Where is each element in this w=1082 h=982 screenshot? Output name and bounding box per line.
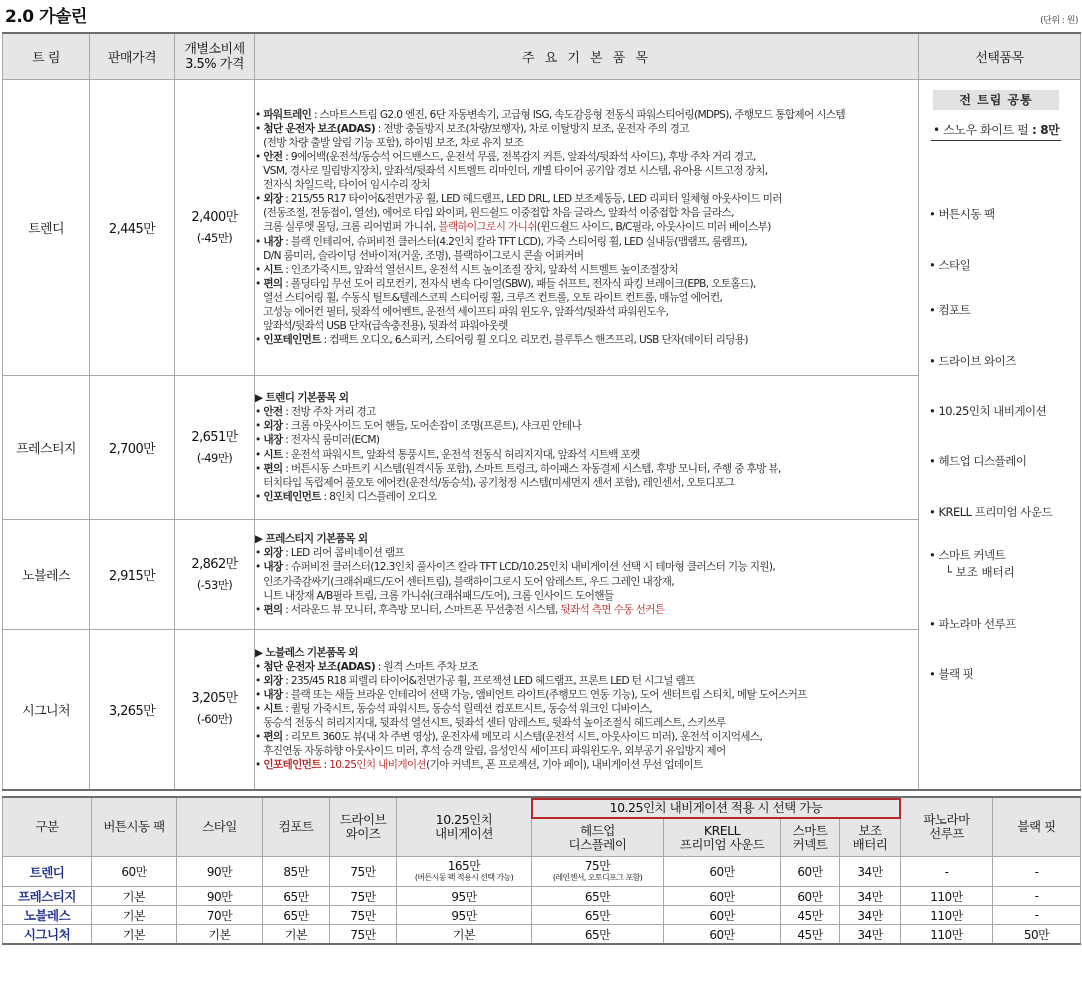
price-cell: 60만 (664, 857, 781, 887)
price-cell: 110만 (901, 906, 993, 925)
feature-label: 내장 (263, 434, 283, 447)
price-cell: 75만 (330, 887, 397, 906)
feature-line: • 편의 : 서라운드 뷰 모니터, 후측방 모니터, 스마트폰 무선충전 시스템, 뒷좌석 측면 수동 선커튼 (255, 603, 665, 616)
feature-label: 외장 (263, 675, 283, 688)
tax-price: 2,400만 (191, 209, 238, 225)
feature-text: : 215/55 R17 타이어&전면가공 휠, LED 헤드램프, LED DRL, LED 보조제동등, LED 리피터 일체형 아웃사이드 미러 (282, 193, 782, 206)
header-options: 선택품목 (919, 33, 1081, 80)
price-cell: 110만 (901, 887, 993, 906)
price-cell: 110만 (901, 925, 993, 945)
option-item: • 스타일 (929, 258, 971, 272)
feature-line (255, 136, 918, 150)
feature-text: : 인조가죽시트, 앞좌석 열선시트, 운전석 시트 높이조절 장치, 앞좌석 시트벨트 높이조절장치 (282, 263, 679, 276)
option-item: • KRELL 프리미엄 사운드 (929, 505, 1053, 519)
option-item: • 10.25인치 내비게이션 (929, 404, 1047, 418)
price-cell: 기본 (92, 925, 177, 945)
col-krell (664, 819, 781, 857)
common-option-item (931, 121, 1061, 141)
price-cell: 90만 (177, 887, 263, 906)
price-cell: 34만 (840, 887, 901, 906)
feature-line (255, 291, 918, 305)
price-cell: 60만 (664, 925, 781, 945)
price-cell: 90만 (177, 857, 263, 887)
tax-price-cell (175, 80, 255, 376)
tax-price-cell (175, 376, 255, 520)
unit-label: (단위 : 원) (1040, 16, 1078, 26)
trim-name: 시그니처 (3, 630, 90, 790)
price-cell: 70만 (177, 906, 263, 925)
feature-line (255, 646, 918, 660)
tax-price-cell (175, 630, 255, 790)
col-panorama-l1: 파노라마 (923, 812, 970, 827)
feature-line: • 안전 : 9에어백(운전석/동승석 어드밴스드, 운전석 무릎, 전복감지 커튼, 앞좌석/뒷좌석 사이드), 후방 주차 거리 경고, (255, 151, 756, 164)
feature-line: • 편의 : 버튼시동 스마트키 시스템(원격시동 포함), 스마트 트렁크, 하이패스 자동결제 시스템, 후방 모니터, 주행 중 후방 뷰, (255, 462, 781, 475)
col-panorama (901, 797, 993, 857)
feature-label: 내장 (263, 561, 283, 574)
price-cell: 75만 (330, 906, 397, 925)
feature-list (255, 80, 919, 376)
feature-line (255, 391, 918, 405)
price-cell: 60만 (664, 887, 781, 906)
feature-text: : 전방 충돌방지 보조(차량/보행자), 차로 이탈방지 보조, 운전자 주의 경고 (375, 123, 689, 136)
nav-option-group-header (532, 797, 901, 819)
feature-line: • 시트 : 인조가죽시트, 앞좌석 열선시트, 운전석 시트 높이조절 장치, 앞좌석 시트벨트 높이조절장치 (255, 263, 679, 276)
feature-text: 터치타입 독립제어 풀오토 에어컨(운전석/동승석), 공기청정 시스템(미세먼지 센서 포함), 레인센서, 오토디포그 (263, 476, 735, 489)
feature-text: : 스마트스트림 G2.0 엔진, 6단 자동변속기, 고급형 ISG, 속도감응형 전동식 파워스티어링(MDPS), 주행모드 통합제어 시스템 (311, 109, 846, 122)
feature-text: : 블랙 인테리어, 슈퍼비전 클러스터(4.2인치 칼라 TFT LCD), 가죽 스티어링 휠, LED 실내등(맵램프, 룸램프), (282, 235, 747, 248)
option-price-table (2, 796, 1081, 945)
feature-text: 앞좌석/뒷좌석 USB 단자(급속충전용), 뒷좌석 파워아웃렛 (263, 319, 508, 332)
price-cell: 65만 (263, 887, 330, 906)
feature-line (255, 305, 918, 319)
feature-line: • 외장 : 215/55 R17 타이어&전면가공 휠, LED 헤드램프, LED DRL, LED 보조제동등, LED 리피터 일체형 아웃사이드 미러 (255, 193, 782, 206)
feature-line: • 첨단 운전자 보조(ADAS) : 원격 스마트 주차 보조 (255, 661, 478, 674)
feature-line: • 파워트레인 : 스마트스트림 G2.0 엔진, 6단 자동변속기, 고급형 ISG, 속도감응형 전동식 파워스티어링(MDPS), 주행모드 통합제어 시스템 (255, 109, 846, 122)
feature-text: : 전방 주차 거리 경고 (282, 406, 376, 419)
option-item: • 드라이브 와이즈 (929, 354, 1016, 368)
feature-line (255, 716, 918, 730)
feature-label: 편의 (263, 277, 283, 290)
feature-text: : 전자식 룸미러(ECM) (282, 434, 380, 447)
feature-label: 내장 (263, 689, 283, 702)
feature-text: : 슈퍼비전 클러스터(12.3인치 풀사이즈 칼라 TFT LCD/10.25인치 내비게이션 선택 시 테마형 클러스터 기능 지원), (282, 561, 776, 574)
option-row-trim: 시그니처 (3, 925, 92, 945)
trim-name: 프레스티지 (3, 376, 90, 520)
tax-price-cell (175, 520, 255, 630)
header-tax-line1: 개별소비세 (184, 41, 245, 57)
option-row-trim: 노블레스 (3, 906, 92, 925)
col-smart-connect (781, 819, 840, 857)
col-style: 스타일 (177, 797, 263, 857)
col-navigation-l1: 10.25인치 (435, 812, 493, 827)
col-battery (840, 819, 901, 857)
option-item: • 컴포트 (929, 303, 971, 317)
feature-text: 후진연동 자동하향 아웃사이드 미러, 후석 승객 알림, 음성인식 세이프티 파워윈도우, 외부공기 유입방지 제어 (263, 745, 726, 758)
feature-text: : (320, 759, 330, 772)
col-black-fit: 블랙 핏 (993, 797, 1081, 857)
price-diff: (-60만) (196, 712, 233, 727)
col-navigation (397, 797, 532, 857)
feature-line: • 인포테인먼트 : 10.25인치 내비게이션(기아 커넥트, 폰 프로젝션, 기아 페이), 내비게이션 무선 업데이트 (255, 759, 703, 772)
option-item: • 헤드업 디스플레이 (929, 454, 1027, 468)
feature-line (255, 319, 918, 333)
price-cell: 34만 (840, 925, 901, 945)
price-cell: 95만 (397, 887, 532, 906)
feature-text: : 크롬 아웃사이드 도어 핸들, 도어손잡이 조명(프론트), 샤크핀 안테나 (282, 420, 582, 433)
price-cell-nav (397, 857, 532, 887)
feature-label: 편의 (263, 603, 283, 616)
feature-text: : 8인치 디스플레이 오디오 (320, 490, 437, 503)
feature-label: 시트 (263, 703, 283, 716)
price-cell: 65만 (263, 906, 330, 925)
col-battery-l2: 배터리 (852, 836, 888, 852)
feature-list (255, 376, 919, 520)
feature-label: 안전 (263, 151, 283, 164)
sale-price: 2,445만 (90, 80, 175, 376)
feature-text: : 블랙 또는 새들 브라운 인테리어 선택 가능, 앰비언트 라이트(주행모드 연동 기능), 도어 센터트림 스티치, 메탈 도어스커프 (282, 689, 807, 702)
feature-highlight: 뒷좌석 측면 수동 선커튼 (560, 603, 665, 616)
feature-line (255, 220, 918, 234)
page-title: 2.0 가솔린 (5, 7, 87, 27)
feature-line: • 첨단 운전자 보조(ADAS) : 전방 충돌방지 보조(차량/보행자), 차로 이탈방지 보조, 운전자 주의 경고 (255, 123, 689, 136)
sale-price: 3,265만 (90, 630, 175, 790)
feature-label: 안전 (263, 406, 283, 419)
feature-label: 파워트레인 (263, 109, 312, 122)
price-cell: 65만 (532, 906, 664, 925)
col-smart-l1: 스마트 (792, 822, 828, 838)
feature-label: 첨단 운전자 보조(ADAS) (263, 123, 376, 136)
price-diff: (-53만) (196, 577, 233, 592)
feature-text: (전방 차량 출발 알림 기능 포함), 하이빔 보조, 차로 유지 보조 (263, 137, 524, 150)
tax-price: 3,205만 (191, 691, 238, 707)
price-cell: 65만 (532, 887, 664, 906)
feature-label: ▶ 노블레스 기본품목 외 (255, 647, 358, 660)
feature-list (255, 630, 919, 790)
price-cell: 34만 (840, 906, 901, 925)
col-hud-l1: 헤드업 (580, 822, 615, 838)
feature-line: • 외장 : 크롬 아웃사이드 도어 핸들, 도어손잡이 조명(프론트), 샤크핀 안테나 (255, 420, 582, 433)
tax-price: 2,651만 (191, 429, 238, 445)
common-option-price: : 8만 (1028, 123, 1060, 137)
feature-line: • 안전 : 전방 주차 거리 경고 (255, 406, 376, 419)
feature-line: • 내장 : 블랙 인테리어, 슈퍼비전 클러스터(4.2인치 칼라 TFT LCD), 가죽 스티어링 휠, LED 실내등(맵램프, 룸램프), (255, 235, 747, 248)
header-tax-line2: 3.5% 가격 (185, 56, 244, 72)
feature-line: • 인포테인먼트 : 컴팩트 오디오, 6스피커, 스티어링 휠 오디오 리모컨, 블루투스 핸즈프리, USB 단자(데이터 리딩용) (255, 333, 748, 346)
feature-label: 인포테인먼트 (263, 490, 321, 503)
feature-label: ▶ 프레스티지 기본품목 외 (255, 533, 368, 546)
feature-line (255, 575, 918, 589)
price-cell: 50만 (993, 925, 1081, 945)
feature-text: : 퀼팅 가죽시트, 동승석 파워시트, 동승석 릴렉션 컴포트시트, 동승석 워크인 디바이스, (282, 703, 653, 716)
feature-line: • 내장 : 전자식 룸미러(ECM) (255, 434, 380, 447)
feature-label: 인포테인먼트 (263, 333, 321, 346)
feature-text: : 폴딩타입 무선 도어 리모컨키, 전자식 변속 다이얼(SBW), 패들 쉬프트, 전자식 파킹 브레이크(EPB, 오토홀드), (282, 277, 756, 290)
feature-text: 동승석 전동식 허리지지대, 뒷좌석 열선시트, 뒷좌석 센터 암레스트, 뒷좌석 높이조절식 헤드레스트, 스키쓰루 (263, 717, 726, 730)
col-hud (532, 819, 664, 857)
feature-text: : 리모트 360도 뷰(내 차 주변 영상), 운전자세 메모리 시스템(운전석 시트, 아웃사이드 미러), 운전석 이지억세스, (282, 731, 763, 744)
option-item: • 블랙 핏 (929, 667, 974, 681)
feature-line (255, 744, 918, 758)
price-value: 165만 (447, 859, 481, 873)
feature-text: : 운전석 파워시트, 앞좌석 통풍시트, 운전석 전동식 허리지지대, 앞좌석 시트백 포켓 (282, 448, 640, 461)
feature-label: 외장 (263, 547, 283, 560)
feature-label: 편의 (263, 462, 283, 475)
feature-line (255, 206, 918, 220)
price-cell: 60만 (664, 906, 781, 925)
col-gubun: 구분 (3, 797, 92, 857)
price-diff: (-49만) (196, 450, 233, 465)
feature-label: 시트 (263, 448, 283, 461)
feature-text: : LED 리어 콤비네이션 램프 (282, 547, 405, 560)
feature-line: • 인포테인먼트 : 8인치 디스플레이 오디오 (255, 490, 437, 503)
nav-option-group-label: 10.25인치 내비게이션 적용 시 선택 가능 (609, 800, 823, 815)
feature-line: • 내장 : 블랙 또는 새들 브라운 인테리어 선택 가능, 앰비언트 라이트(주행모드 연동 기능), 도어 센터트림 스티치, 메탈 도어스커프 (255, 689, 807, 702)
feature-text: 크롬 실루엣 몰딩, 크롬 리어범퍼 가니쉬, (263, 221, 439, 234)
feature-text: : 버튼시동 스마트키 시스템(원격시동 포함), 스마트 트렁크, 하이패스 자동결제 시스템, 후방 모니터, 주행 중 후방 뷰, (282, 462, 781, 475)
price-cell: 65만 (532, 925, 664, 945)
feature-text: 전자식 차일드락, 타이어 임시수리 장치 (263, 179, 431, 192)
feature-text: 고성능 에어컨 필터, 뒷좌석 에어벤트, 운전석 세이프티 파워 윈도우, 앞좌석/뒷좌석 파워윈도우, (263, 305, 669, 318)
price-cell: 34만 (840, 857, 901, 887)
feature-line (255, 532, 918, 546)
trim-name: 트렌디 (3, 80, 90, 376)
price-cell: 기본 (263, 925, 330, 945)
feature-label: 편의 (263, 731, 283, 744)
col-krell-l1: KRELL (703, 822, 741, 838)
feature-line: • 편의 : 폴딩타입 무선 도어 리모컨키, 전자식 변속 다이얼(SBW), 패들 쉬프트, 전자식 파킹 브레이크(EPB, 오토홀드), (255, 277, 756, 290)
option-subitem: └ 보조 배터리 (945, 565, 1015, 579)
feature-line: • 내장 : 슈퍼비전 클러스터(12.3인치 풀사이즈 칼라 TFT LCD/10.25인치 내비게이션 선택 시 테마형 클러스터 기능 지원), (255, 561, 776, 574)
feature-text: : 9에어백(운전석/동승석 어드밴스드, 운전석 무릎, 전복감지 커튼, 앞좌석/뒷좌석 사이드), 후방 주차 거리 경고, (282, 151, 756, 164)
price-cell: 75만 (330, 857, 397, 887)
sale-price: 2,915만 (90, 520, 175, 630)
option-item: • 스마트 커넥트 (929, 548, 1006, 562)
price-cell: - (993, 857, 1081, 887)
feature-line (255, 476, 918, 490)
price-value: 75만 (584, 859, 611, 873)
price-cell: 45만 (781, 906, 840, 925)
price-cell: 60만 (92, 857, 177, 887)
header-trim: 트 림 (3, 33, 90, 80)
col-drive-wise (330, 797, 397, 857)
option-row-trim: 트렌디 (3, 857, 92, 887)
feature-highlight: 블랙하이그로시 가니쉬 (438, 221, 537, 234)
price-cell: 60만 (781, 857, 840, 887)
feature-text: 니트 내장재 A/B필라 트림, 크롬 가니쉬(크래쉬패드/도어), 크롬 인사이드 도어핸들 (263, 589, 614, 602)
feature-text: D/N 룸미러, 슬라이딩 선바이저(거울, 조명), 블랙하이그로시 콘솔 어퍼커버 (263, 249, 584, 262)
feature-label: 외장 (263, 193, 283, 206)
header-features: 주 요 기 본 품 목 (255, 33, 919, 80)
feature-text: (기아 커넥트, 폰 프로젝션, 기아 페이), 내비게이션 무선 업데이트 (426, 759, 703, 772)
group-highlight-box (531, 798, 901, 819)
common-option-label: • 스노우 화이트 펄 (933, 123, 1029, 137)
price-cell: - (901, 857, 993, 887)
feature-label: 외장 (263, 420, 283, 433)
price-note: (레인센서, 오토디포그 포함) (552, 873, 643, 882)
feature-text: (윈드쉴드 사이드, B/C필라, 아웃사이드 미러 베이스부) (536, 221, 771, 234)
price-cell: 기본 (92, 887, 177, 906)
feature-line: • 편의 : 리모트 360도 뷰(내 차 주변 영상), 운전자세 메모리 시스템(운전석 시트, 아웃사이드 미러), 운전석 이지억세스, (255, 731, 763, 744)
tax-price: 2,862만 (191, 556, 238, 572)
option-item: • 버튼시동 팩 (929, 207, 995, 221)
price-cell: - (993, 887, 1081, 906)
feature-text: : 서라운드 뷰 모니터, 후측방 모니터, 스마트폰 무선충전 시스템, (282, 603, 561, 616)
price-cell: - (993, 906, 1081, 925)
common-options-title: 전 트림 공통 (933, 90, 1059, 110)
price-cell: 95만 (397, 906, 532, 925)
feature-label: 시트 (263, 263, 283, 276)
feature-line: • 시트 : 퀼팅 가죽시트, 동승석 파워시트, 동승석 릴렉션 컴포트시트, 동승석 워크인 디바이스, (255, 703, 653, 716)
price-cell: 기본 (397, 925, 532, 945)
price-cell: 60만 (781, 887, 840, 906)
header-price: 판매가격 (90, 33, 175, 80)
price-cell: 기본 (177, 925, 263, 945)
feature-text: 인조가죽감싸기(크래쉬패드/도어 센터트림), 블랙하이그로시 도어 암레스트, 우드 그레인 내장재, (263, 575, 674, 588)
price-note: (버튼시동 팩 적용시 선택 가능) (414, 873, 514, 882)
feature-line (255, 178, 918, 192)
option-row-trim: 프레스티지 (3, 887, 92, 906)
price-cell: 75만 (330, 925, 397, 945)
option-item: • 파노라마 선루프 (929, 617, 1016, 631)
price-cell: 85만 (263, 857, 330, 887)
col-comfort: 컴포트 (263, 797, 330, 857)
col-navigation-l2: 내비게이션 (435, 826, 493, 841)
col-smart-l2: 커넥트 (792, 836, 828, 852)
feature-label: 첨단 운전자 보조(ADAS) (263, 661, 376, 674)
feature-label: ▶ 트렌디 기본품목 외 (255, 392, 349, 405)
feature-line (255, 249, 918, 263)
feature-highlight: 10.25인치 내비게이션 (329, 759, 427, 772)
col-hud-l2: 디스플레이 (568, 836, 627, 852)
price-cell: 45만 (781, 925, 840, 945)
col-panorama-l2: 선루프 (929, 826, 964, 841)
trim-feature-table (2, 32, 1081, 791)
options-cell (919, 80, 1081, 790)
header-tax-price (175, 33, 255, 80)
feature-text: : 컴팩트 오디오, 6스피커, 스티어링 휠 오디오 리모컨, 블루투스 핸즈프리, USB 단자(데이터 리딩용) (320, 333, 748, 346)
col-button-pack: 버튼시동 팩 (92, 797, 177, 857)
feature-text: : 235/45 R18 피렐리 타이어&전면가공 휠, 프로젝션 LED 헤드램프, 프론트 LED 턴 시그널 램프 (282, 675, 695, 688)
trim-name: 노블레스 (3, 520, 90, 630)
sale-price: 2,700만 (90, 376, 175, 520)
feature-line: • 외장 : LED 리어 콤비네이션 램프 (255, 547, 405, 560)
col-drive-wise-l1: 드라이브 (339, 812, 387, 827)
price-cell: 기본 (92, 906, 177, 925)
feature-text: : 원격 스마트 주차 보조 (375, 661, 478, 674)
col-battery-l1: 보조 (858, 822, 882, 838)
feature-list (255, 520, 919, 630)
feature-line (255, 589, 918, 603)
feature-line: • 외장 : 235/45 R18 피렐리 타이어&전면가공 휠, 프로젝션 LED 헤드램프, 프론트 LED 턴 시그널 램프 (255, 675, 695, 688)
price-diff: (-45만) (196, 230, 233, 245)
feature-text: VSM, 경사로 밀림방지장치, 앞좌석/뒷좌석 시트벨트 리마인더, 개별 타이어 공기압 경보 시스템, 유아용 시트고정 장치, (263, 165, 768, 178)
feature-line: • 시트 : 운전석 파워시트, 앞좌석 통풍시트, 운전석 전동식 허리지지대, 앞좌석 시트백 포켓 (255, 448, 640, 461)
col-krell-l2: 프리미엄 사운드 (679, 836, 765, 852)
price-cell-hud (532, 857, 664, 887)
feature-label: 인포테인먼트 (263, 759, 321, 772)
feature-text: 열선 스티어링 휠, 수동식 틸트&텔레스코픽 스티어링 휠, 크루즈 컨트롤, 오토 라이트 컨트롤, 매뉴얼 에어컨, (263, 291, 723, 304)
col-drive-wise-l2: 와이즈 (345, 826, 381, 841)
feature-line (255, 164, 918, 178)
feature-label: 내장 (263, 235, 283, 248)
feature-text: (전동조절, 전동접이, 열선), 에어로 타입 와이퍼, 윈드쉴드 이중접합 차음 글라스, 앞좌석 이중접합 차음 글라스, (263, 207, 734, 220)
